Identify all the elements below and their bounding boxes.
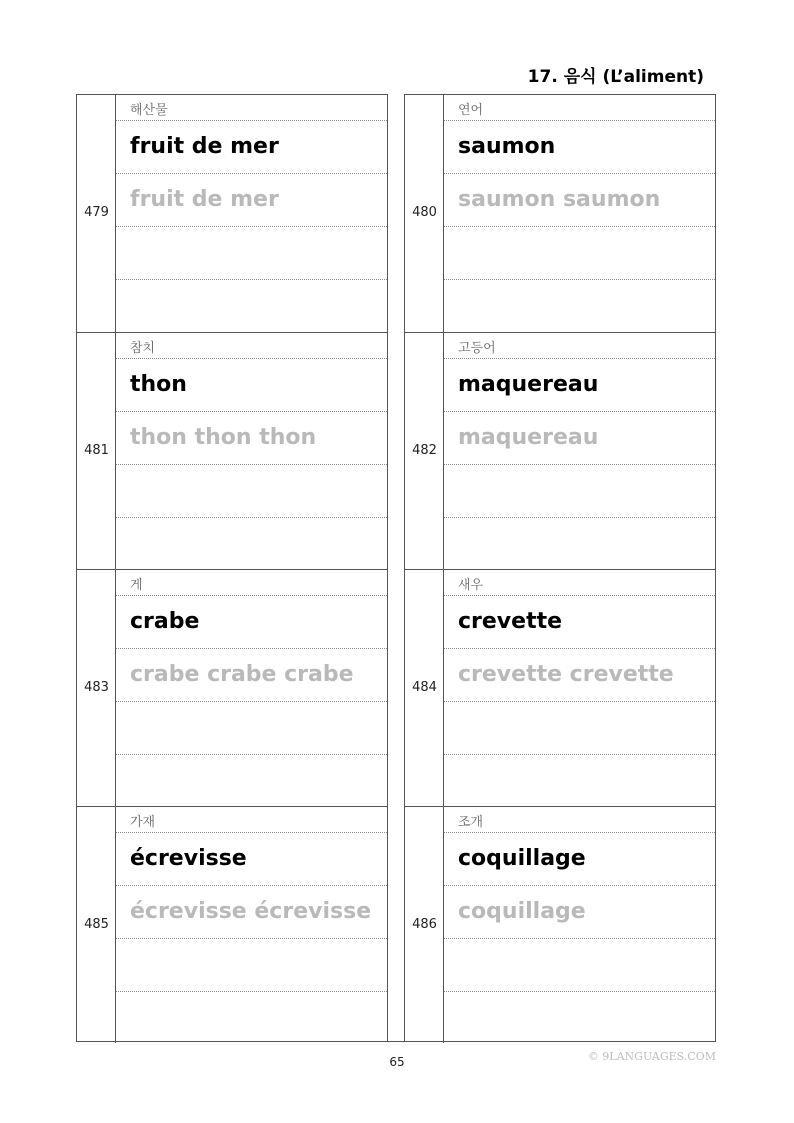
french-word: saumon	[458, 134, 556, 159]
card-number: 482	[412, 443, 437, 458]
vocab-card-479	[77, 95, 387, 332]
korean-label: 참치	[130, 341, 156, 356]
practice-line	[444, 992, 715, 1042]
practice-line	[444, 465, 715, 518]
card-number: 485	[84, 917, 109, 932]
card-number: 481	[84, 443, 109, 458]
number-cell	[77, 333, 116, 569]
practice-line	[116, 702, 387, 755]
french-word: crabe	[130, 609, 200, 634]
french-word: maquereau	[458, 372, 599, 397]
practice-line	[444, 280, 715, 332]
practice-line	[116, 227, 387, 280]
practice-line	[116, 280, 387, 332]
trace-text: crevette crevette	[458, 662, 674, 687]
korean-label: 게	[130, 578, 143, 593]
trace-text: crabe crabe crabe	[130, 662, 354, 687]
number-cell	[77, 807, 116, 1043]
practice-line	[444, 702, 715, 755]
korean-label: 고등어	[458, 341, 496, 356]
french-word: crevette	[458, 609, 563, 634]
copyright-notice: © 9LANGUAGES.COM	[587, 1050, 716, 1063]
bottom-rule	[76, 1041, 716, 1042]
number-cell	[405, 570, 444, 806]
page-number: 65	[389, 1055, 405, 1069]
number-cell	[405, 95, 444, 332]
vocab-card-480	[405, 95, 715, 332]
card-number: 486	[412, 917, 437, 932]
vocab-card-486	[405, 806, 715, 1043]
trace-text: fruit de mer	[130, 187, 279, 212]
number-cell	[77, 95, 116, 332]
vocab-card-481	[77, 332, 387, 569]
card-number: 484	[412, 680, 437, 695]
korean-label: 조개	[458, 815, 484, 830]
vocab-card-484	[405, 569, 715, 806]
vocab-card-485	[77, 806, 387, 1043]
practice-line	[444, 755, 715, 807]
korean-label: 해산물	[130, 103, 168, 118]
trace-text: thon thon thon	[130, 425, 317, 450]
practice-line	[444, 227, 715, 280]
french-word: fruit de mer	[130, 134, 279, 159]
card-number: 480	[412, 205, 437, 220]
number-cell	[405, 333, 444, 569]
vocab-card-482	[405, 332, 715, 569]
korean-label: 연어	[458, 103, 484, 118]
left-column	[76, 94, 388, 1042]
french-word: coquillage	[458, 846, 586, 871]
practice-line	[444, 939, 715, 992]
practice-line	[116, 992, 387, 1042]
korean-label: 새우	[458, 578, 484, 593]
right-column	[404, 94, 716, 1042]
number-cell	[77, 570, 116, 806]
practice-line	[116, 518, 387, 570]
french-word: thon	[130, 372, 187, 397]
practice-line	[444, 518, 715, 570]
page-title: 17. 음식 (L’aliment)	[527, 67, 704, 87]
trace-text: saumon saumon	[458, 187, 661, 212]
number-cell	[405, 807, 444, 1043]
trace-text: maquereau	[458, 425, 599, 450]
card-number: 483	[84, 680, 109, 695]
korean-label: 가재	[130, 815, 156, 830]
card-number: 479	[84, 205, 109, 220]
vocab-card-483	[77, 569, 387, 806]
practice-line	[116, 939, 387, 992]
trace-text: écrevisse écrevisse	[130, 899, 372, 924]
french-word: écrevisse	[130, 846, 247, 871]
practice-line	[116, 755, 387, 807]
practice-line	[116, 465, 387, 518]
trace-text: coquillage	[458, 899, 586, 924]
